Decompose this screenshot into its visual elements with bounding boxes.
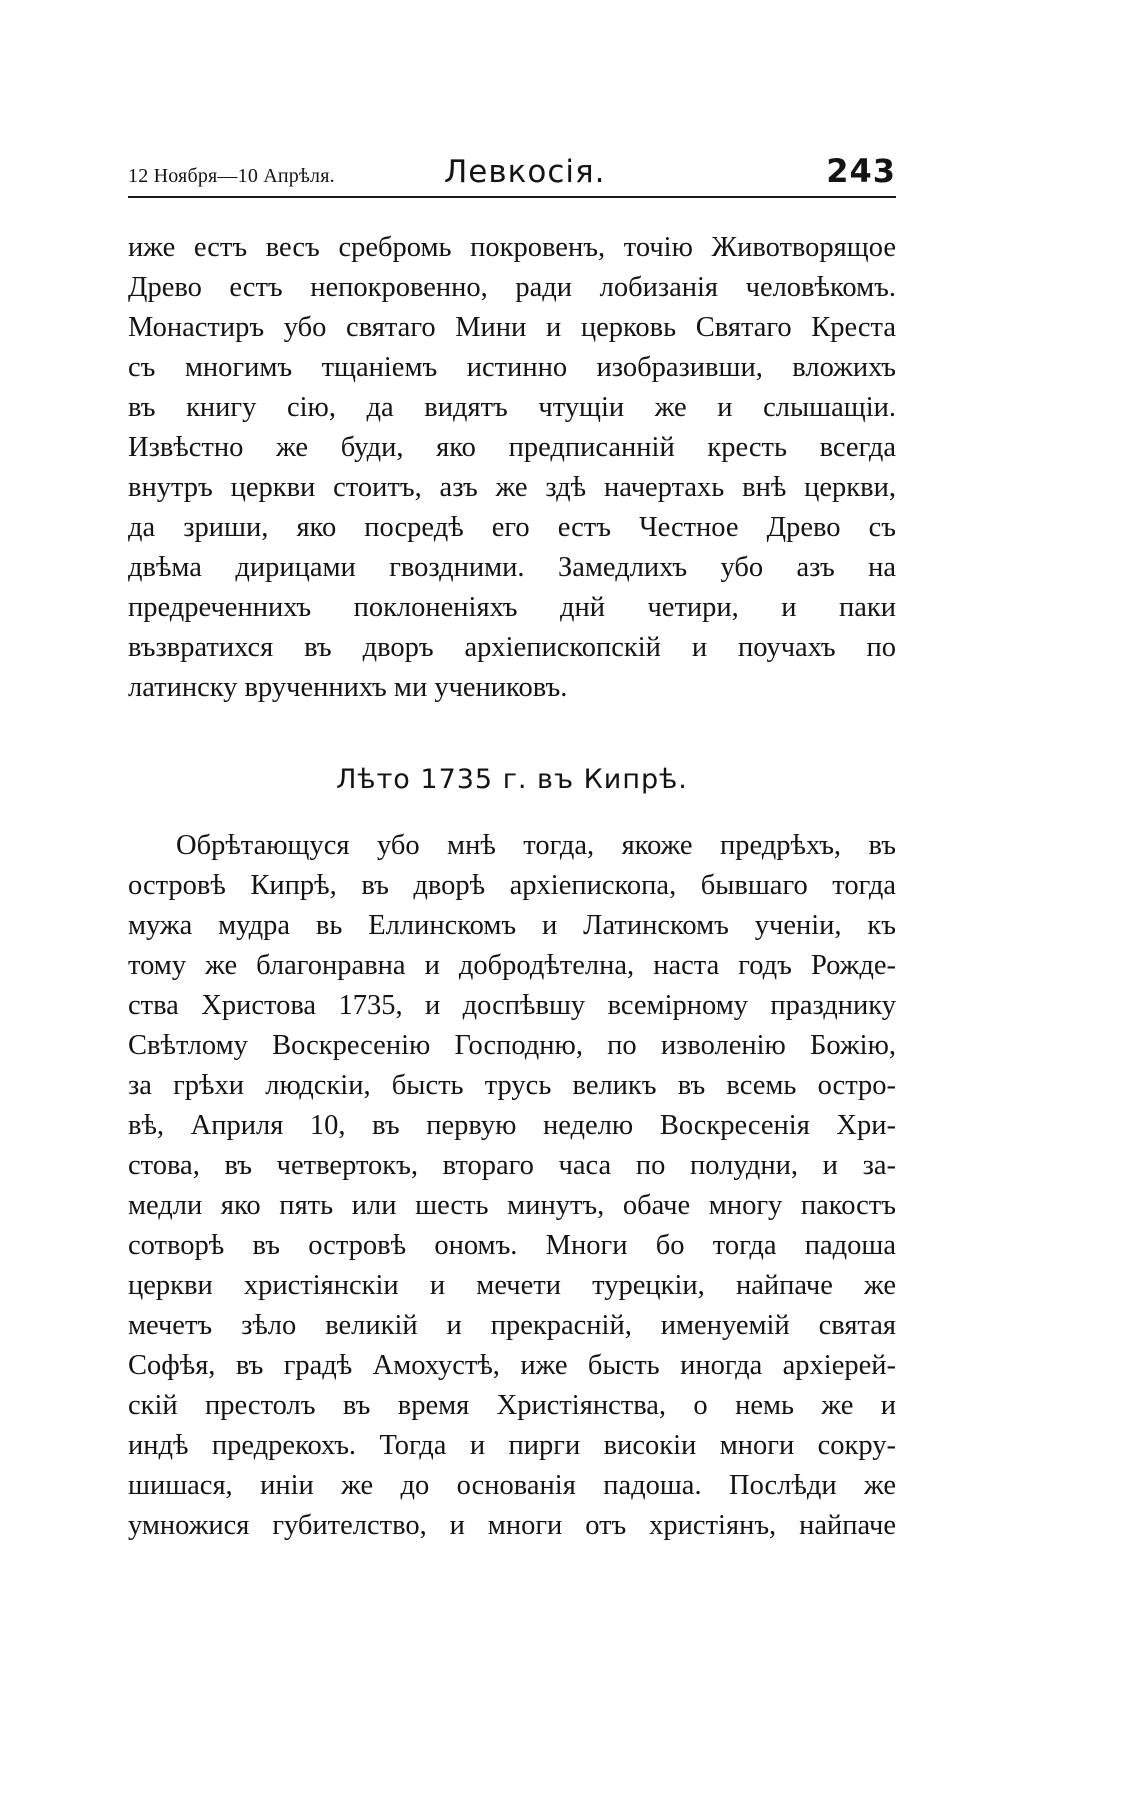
text-line: мужа мудра вь Еллинскомъ и Латинскомъ ученіи, къ (128, 910, 896, 941)
section-heading: Лѣто 1735 г. въ Кипрѣ. (336, 764, 688, 795)
text-line: възвратихся въ дворъ архіепископскій и поучахъ по (128, 632, 896, 663)
text-line: Обрѣтающуся убо мнѣ тогда, якоже предрѣхъ, въ (176, 830, 896, 861)
text-line: ства Христова 1735, и доспѣвшу всемірному празднику (128, 990, 896, 1021)
running-head (128, 148, 896, 198)
paragraph-2 (128, 826, 896, 1546)
text-line: церкви христіянскіи и мечети турецкіи, найпаче же (128, 1270, 896, 1301)
text-line: двѣма дирицами гвоздними. Замедлихъ убо азъ на (128, 552, 896, 583)
text-line: вѣ, Априля 10, въ первую неделю Воскресенія Хри- (128, 1110, 896, 1141)
text-line: съ многимъ тщаніемъ истинно изобразивши, вложихъ (128, 352, 896, 383)
text-line: шишася, иніи же до основанія падоша. Послѣди же (128, 1470, 896, 1501)
text-line: мечетъ зѣло великій и прекрасній, именуемій святая (128, 1310, 896, 1341)
text-line: умножися губителство, и многи отъ христіянъ, найпаче (128, 1510, 896, 1541)
text-line: латинску врученнихъ ми учениковъ. (128, 672, 568, 703)
text-line: да зриши, яко посредѣ его естъ Честное Древо съ (128, 512, 896, 543)
paragraph-1 (128, 228, 896, 708)
text-line: въ книгу сію, да видятъ чтущіи же и слышащіи. (128, 392, 896, 423)
text-line: иже естъ весъ сребромь покровенъ, точію Животворящое (128, 232, 896, 263)
header-rule (128, 196, 896, 198)
text-line: медли яко пять или шесть минутъ, обаче многу пакостъ (128, 1190, 896, 1221)
text-line: скій престолъ въ время Христіянства, о немь же и (128, 1390, 896, 1421)
text-line: предреченнихъ поклоненіяхъ днй четири, и паки (128, 592, 896, 623)
text-line: за грѣхи людскіи, бысть трусь великъ въ всемь остро- (128, 1070, 896, 1101)
text-line: внутръ церкви стоитъ, азъ же здѣ начертахь внѣ церкви, (128, 472, 896, 503)
header-dates: 12 Ноября—10 Апрѣля. (128, 165, 335, 187)
text-line: тому же благонравна и добродѣтелна, наста годъ Рожде- (128, 950, 896, 981)
text-line: индѣ предрекохъ. Тогда и пирги високіи многи сокру- (128, 1430, 896, 1461)
text-line: стова, въ четвертокъ, втораго часа по полудни, и за- (128, 1150, 896, 1181)
text-line: сотворѣ въ островѣ ономъ. Многи бо тогда падоша (128, 1230, 896, 1261)
page-number: 243 (826, 152, 896, 190)
text-line: Древо естъ непокровенно, ради лобизанія человѣкомъ. (128, 272, 896, 303)
header-title: Левкосія. (444, 154, 606, 190)
text-line: Софѣя, въ градѣ Амохустѣ, иже бысть иногда архіерей- (128, 1350, 896, 1381)
text-line: Монастиръ убо святаго Мини и церковь Святаго Креста (128, 312, 896, 343)
text-line: островѣ Кипрѣ, въ дворѣ архіепископа, бывшаго тогда (128, 870, 896, 901)
text-line: Свѣтлому Воскресенію Господню, по изволенію Божію, (128, 1030, 896, 1061)
text-line: Извѣстно же буди, яко предписанній кресть всегда (128, 432, 896, 463)
